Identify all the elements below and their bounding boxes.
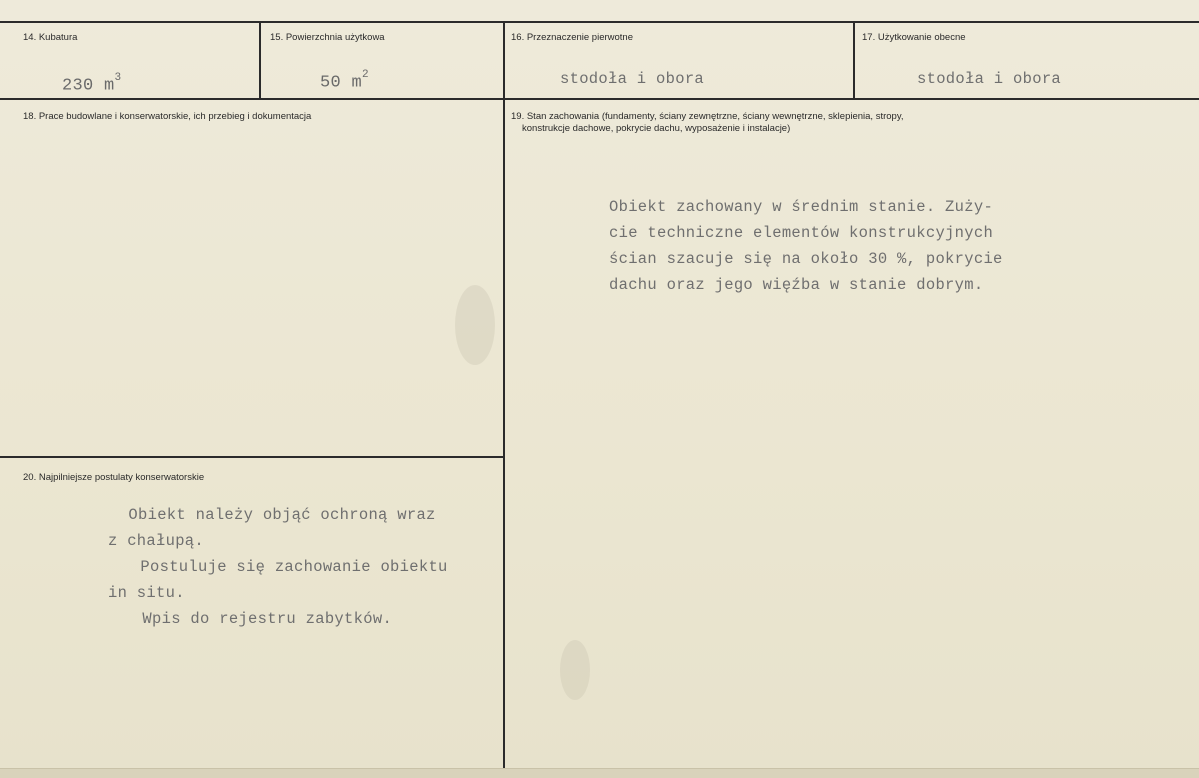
postulate-text-line: Wpis do rejestru zabytków. — [104, 610, 393, 628]
field-14-value — [62, 68, 121, 100]
field-14-label: 14. Kubatura — [23, 32, 78, 43]
divider-18-20 — [0, 456, 504, 458]
volume-value: 230 m — [62, 76, 115, 96]
cubic-exponent: 3 — [114, 72, 122, 84]
area-value: 50 m — [320, 73, 363, 93]
field-15-label: 15. Powierzchnia użytkowa — [270, 32, 385, 43]
postulate-text-line: in situ. — [108, 584, 185, 602]
condition-text-line: cie techniczne elementów konstrukcyjnych — [609, 224, 994, 242]
top-border-line — [0, 21, 1199, 23]
field-19-label-line1: 19. Stan zachowania (fundamenty, ściany zewnętrzne, ściany wewnętrzne, sklepienia, stropy, — [511, 111, 904, 122]
paper-stain — [560, 640, 590, 700]
field-19-label-line2: konstrukcje dachowe, pokrycie dachu, wyposażenie i instalacje) — [522, 123, 791, 134]
postulate-text-line: Postuluje się zachowanie obiektu — [102, 558, 448, 576]
condition-text-line: Obiekt zachowany w średnim stanie. Zuży- — [609, 198, 994, 216]
field-16-label: 16. Przeznaczenie pierwotne — [511, 32, 633, 43]
field-20-label: 20. Najpilniejsze postulaty konserwatorskie — [23, 472, 205, 483]
divider-15-16 — [503, 22, 505, 776]
postulate-text-line: Obiekt należy objąć ochroną wraz — [90, 506, 436, 524]
postulate-text-line: z chałupą. — [108, 532, 205, 550]
condition-text-line: dachu oraz jego więźba w stanie dobrym. — [609, 276, 984, 294]
paper-stain — [455, 285, 495, 365]
divider-14-15 — [259, 22, 261, 99]
field-15-value — [320, 65, 369, 97]
field-17-label: 17. Użytkowanie obecne — [862, 32, 966, 43]
condition-text-line: ścian szacuje się na około 30 %, pokrycie — [609, 250, 1003, 268]
field-18-label: 18. Prace budowlane i konserwatorskie, ich przebieg i dokumentacja — [23, 111, 312, 122]
row-divider-line — [0, 98, 1199, 100]
divider-16-17 — [853, 22, 855, 99]
square-exponent: 2 — [362, 69, 369, 81]
field-16-value: stodoła i obora — [560, 70, 705, 88]
field-17-value: stodoła i obora — [917, 70, 1062, 88]
